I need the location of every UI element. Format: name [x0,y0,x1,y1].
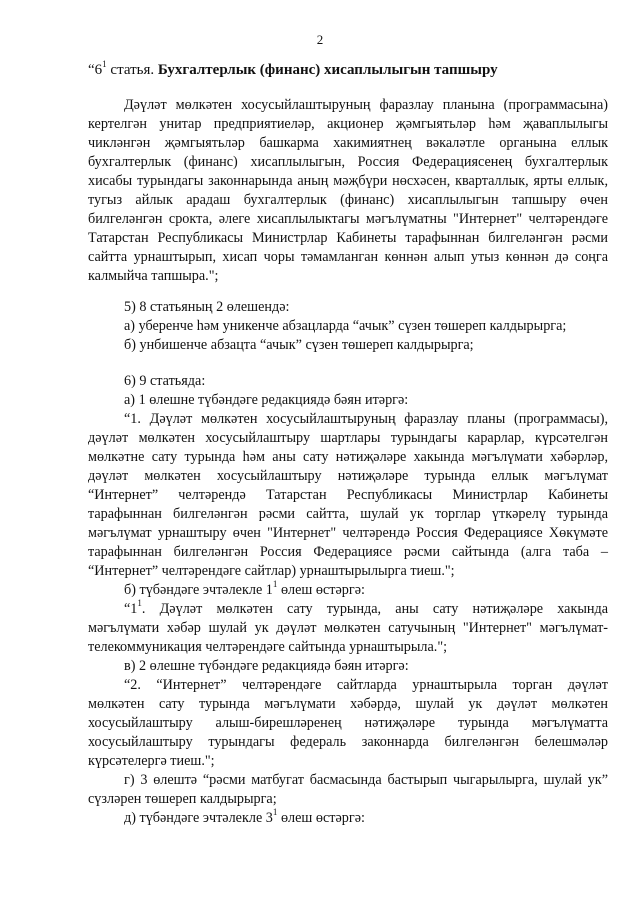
para1-line: Татарстан Республикасы Министрлар Кабинеты тарафыннан билгеләнгән рәсми [88,230,608,246]
item6-d-text: д) түбәндәге эчтәлекле 3 [124,810,273,826]
heading-prefix: “6 [88,62,103,78]
quote1-line: дәүләт мөлкәтен хосусыйлаштыру нәтиҗәләре турында еллык мәгълүмат [88,468,608,484]
quote2-line: мәгълүмати хәбәр шулай ук дәүләт мөлкәтен сатучының "Интернет" мәгълүмат- [88,620,608,636]
item5-title: 5) 8 статьяның 2 өлешендә: [124,299,290,315]
page-number: 2 [316,32,324,47]
quote1-line: тарафыннан билгеләнгән рәсми сайтта, шулай ук торглар үткәрелү турында [88,506,608,522]
item6-title: 6) 9 статьяда: [124,373,206,389]
item6-g-line: г) 3 өлештә “рәсми матбугат басмасында бастырып чыгарылырга, шулай ук” [124,772,608,788]
item6-b-sup: 1 [272,579,278,590]
quote1-line: “1. Дәүләт мөлкәтен хосусыйлаштыруның фаразлау планы (программасы), [124,411,608,427]
item6-d-post: өлеш өстәргә: [277,810,365,826]
para1-line: хисабы турындагы законнарында аның мәҗбүри нөсхәсен, кварталлык, ярты еллык, [88,173,608,189]
article-heading [88,60,588,80]
para1-line: сайтта урнаштырып, хисап чоры тәмамланган көннән алып утыз көннән дә соңга [88,249,608,265]
item6-b [88,581,608,600]
para1-line: калмыйча тапшыра."; [88,268,219,284]
quote2-line [88,600,608,619]
quote1-line: мәгълүмат урнаштыру өчен "Интернет" челтәрендә Россия Федерациясе Хөкүмәте [88,525,608,541]
item5-b: б) унбишенче абзацта “ачык” сүзен төшереп калдырырга; [124,337,474,353]
paragraph-1 [88,96,608,286]
quote2-sup: 1 [137,598,142,609]
item-6 [88,372,608,828]
para1-line: Дәүләт мөлкәтен хосусыйлаштыруның фаразлау планына (программасына) [124,97,608,113]
para1-line: кертелгән унитар предприятиеләр, акционер җәмгыятьләр һәм җаваплылыгы [88,116,608,132]
para1-line: тугыз айлык арадаш бухгалтерлык (финанс) хисаплылыгын тапшыру өчен [88,192,608,208]
quote1-line: “Интернет” челтәрендә Татарстан Республикасы Министрлар Кабинеты [88,487,608,503]
item6-d [88,809,608,828]
quote2-line: телекоммуникация челтәрендәге сайтында урнаштырыла."; [88,639,448,655]
para1-line: чикләнгән җәмгыятьләр башкарма хакимиятнең вәкаләтле органына еллык [88,135,608,151]
heading-superscript: 1 [102,59,107,69]
item6-b-text: б) түбәндәге эчтәлекле 1 [124,582,273,598]
item5-a: а) уберенче һәм уникенче абзацларда “ачык” сүзен төшереп калдырырга; [124,318,567,334]
heading-statya: статья. [106,62,158,78]
item6-g-line: сүзләрен төшереп калдырырга; [88,791,277,807]
item6-d-sup: 1 [272,807,278,818]
quote1-line: тарафыннан билгеләнгән Россия Федерациясе рәсми сайтында (алга таба – [88,544,608,560]
quote1-line: “Интернет” челтәрендәге сайтлар) урнаштырылырга тиеш."; [88,563,455,579]
quote3-line: күрсәтелергә тиеш."; [88,753,215,769]
quote1-line: мөлкәтне сату турында һәм аны сату нәтиҗәләре хакында мәгълүмати хәбәрләр, [88,449,608,465]
quote3-line: “2. “Интернет” челтәрендәге сайтларда урнаштырыла торган дәүләт [124,677,608,693]
quote2-number: “1 [124,601,138,617]
quote3-line: мөлкәтен сату турында мәгълүмати хәбәрдә, шулай ук дәүләт мөлкәтен [88,696,608,712]
item6-b-post: өлеш өстәргә: [277,582,365,598]
item-5 [88,298,608,355]
quote1-line: дәүләт мөлкәтен хосусыйлаштыру шартлары турындагы карарлар, күрсәтелгән [88,430,608,446]
quote2-text: . Дәүләт мөлкәтен сату турында, аны сату нәтиҗәләре хакында [141,601,608,617]
item6-v: в) 2 өлешне түбәндәге редакциядә бәян итәргә: [124,658,409,674]
quote3-line: хосусыйлаштыру турындагы федераль законнарда билгеләнгән белешмәләр [88,734,608,750]
heading-title: Бухгалтерлык (финанс) хисаплылыгын тапшыру [157,62,498,78]
item6-a: а) 1 өлешне түбәндәге редакциядә бәян итәргә: [124,392,409,408]
para1-line: бухгалтерлык (финанс) хисаплылыгын, Россия Федерациясенең бухгалтерлык [88,154,608,170]
para1-line: билгеләнгән срокта, әлеге хисаплылыктагы мәгълүматны "Интернет" челтәрендәге [88,211,608,227]
quote3-line: хосусыйлаштыру алыш-бирешләренең нәтиҗәләре турында мәгълүматта [88,715,608,731]
